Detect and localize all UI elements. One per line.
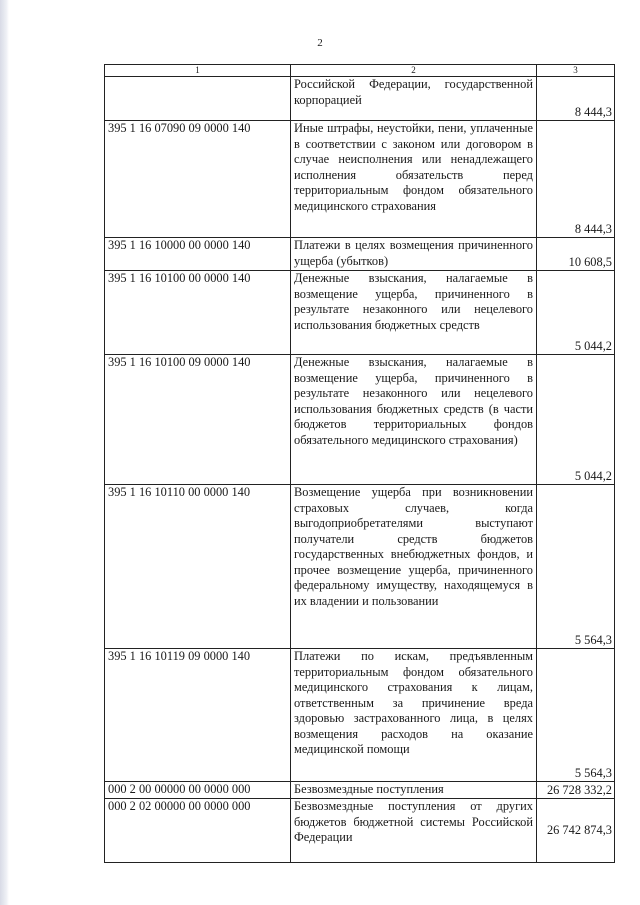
header-col-3: 3: [537, 65, 615, 77]
row-name: Российской Федерации, государственной корпорацией: [291, 77, 537, 121]
table-row: [105, 355, 615, 485]
row-code: 000 2 00 00000 00 0000 000: [105, 782, 291, 799]
row-code: [105, 77, 291, 121]
row-code: 395 1 16 10000 00 0000 140: [105, 238, 291, 271]
page-number: 2: [317, 37, 323, 49]
row-name: Возмещение ущерба при возникновении страховых случаев, когда выгодоприобретателями выступают получатели средств бюджетов государственных внебюджетных фондов, и прочее возмещение ущерба, причиненного федеральному имуществу, находящемуся в их владении и пользовании: [291, 485, 537, 649]
row-amount: 26 728 332,2: [537, 782, 615, 799]
row-code: 395 1 16 10110 00 0000 140: [105, 485, 291, 649]
revenue-table: [104, 64, 615, 863]
row-amount: 5 564,3: [537, 485, 615, 649]
table-row: [105, 271, 615, 355]
row-code: 395 1 16 07090 09 0000 140: [105, 121, 291, 238]
row-amount: 5 044,2: [537, 271, 615, 355]
row-name: Денежные взыскания, налагаемые в возмещение ущерба, причиненного в результате незаконного или нецелевого использования бюджетных средств (в части бюджетов территориальных фондов обязательного медицинского страхования): [291, 355, 537, 485]
table-row: [105, 649, 615, 782]
row-name: Безвозмездные поступления от других бюджетов бюджетной системы Российской Федерации: [291, 799, 537, 863]
row-code: 395 1 16 10100 00 0000 140: [105, 271, 291, 355]
row-amount: 10 608,5: [537, 238, 615, 271]
table-row: [105, 238, 615, 271]
row-code: 395 1 16 10119 09 0000 140: [105, 649, 291, 782]
table-row: [105, 121, 615, 238]
table-row: [105, 799, 615, 863]
header-col-1: 1: [105, 65, 291, 77]
header-col-2: 2: [291, 65, 537, 77]
scan-edge-shadow: [0, 0, 9, 905]
row-amount: 5 044,2: [537, 355, 615, 485]
row-amount: 8 444,3: [537, 121, 615, 238]
row-code: 000 2 02 00000 00 0000 000: [105, 799, 291, 863]
row-amount: 26 742 874,3: [537, 799, 615, 863]
table-row: [105, 485, 615, 649]
row-name: Безвозмездные поступления: [291, 782, 537, 799]
table-header-row: [105, 65, 615, 77]
row-name: Платежи в целях возмещения причиненного ущерба (убытков): [291, 238, 537, 271]
row-name: Платежи по искам, предъявленным территориальным фондом обязательного медицинского страхования к лицам, ответственным за причинение вреда здоровью застрахованного лица, в целях возмещения расходов на оказание медицинской помощи: [291, 649, 537, 782]
row-name: Иные штрафы, неустойки, пени, уплаченные в соответствии с законом или договором в случае неисполнения или ненадлежащего исполнения обязательств перед территориальным фондом обязательного медицинского страхования: [291, 121, 537, 238]
row-name: Денежные взыскания, налагаемые в возмещение ущерба, причиненного в результате незаконного или нецелевого использования бюджетных средств: [291, 271, 537, 355]
table-row: [105, 77, 615, 121]
row-code: 395 1 16 10100 09 0000 140: [105, 355, 291, 485]
row-amount: 5 564,3: [537, 649, 615, 782]
table-row: [105, 782, 615, 799]
row-amount: 8 444,3: [537, 77, 615, 121]
